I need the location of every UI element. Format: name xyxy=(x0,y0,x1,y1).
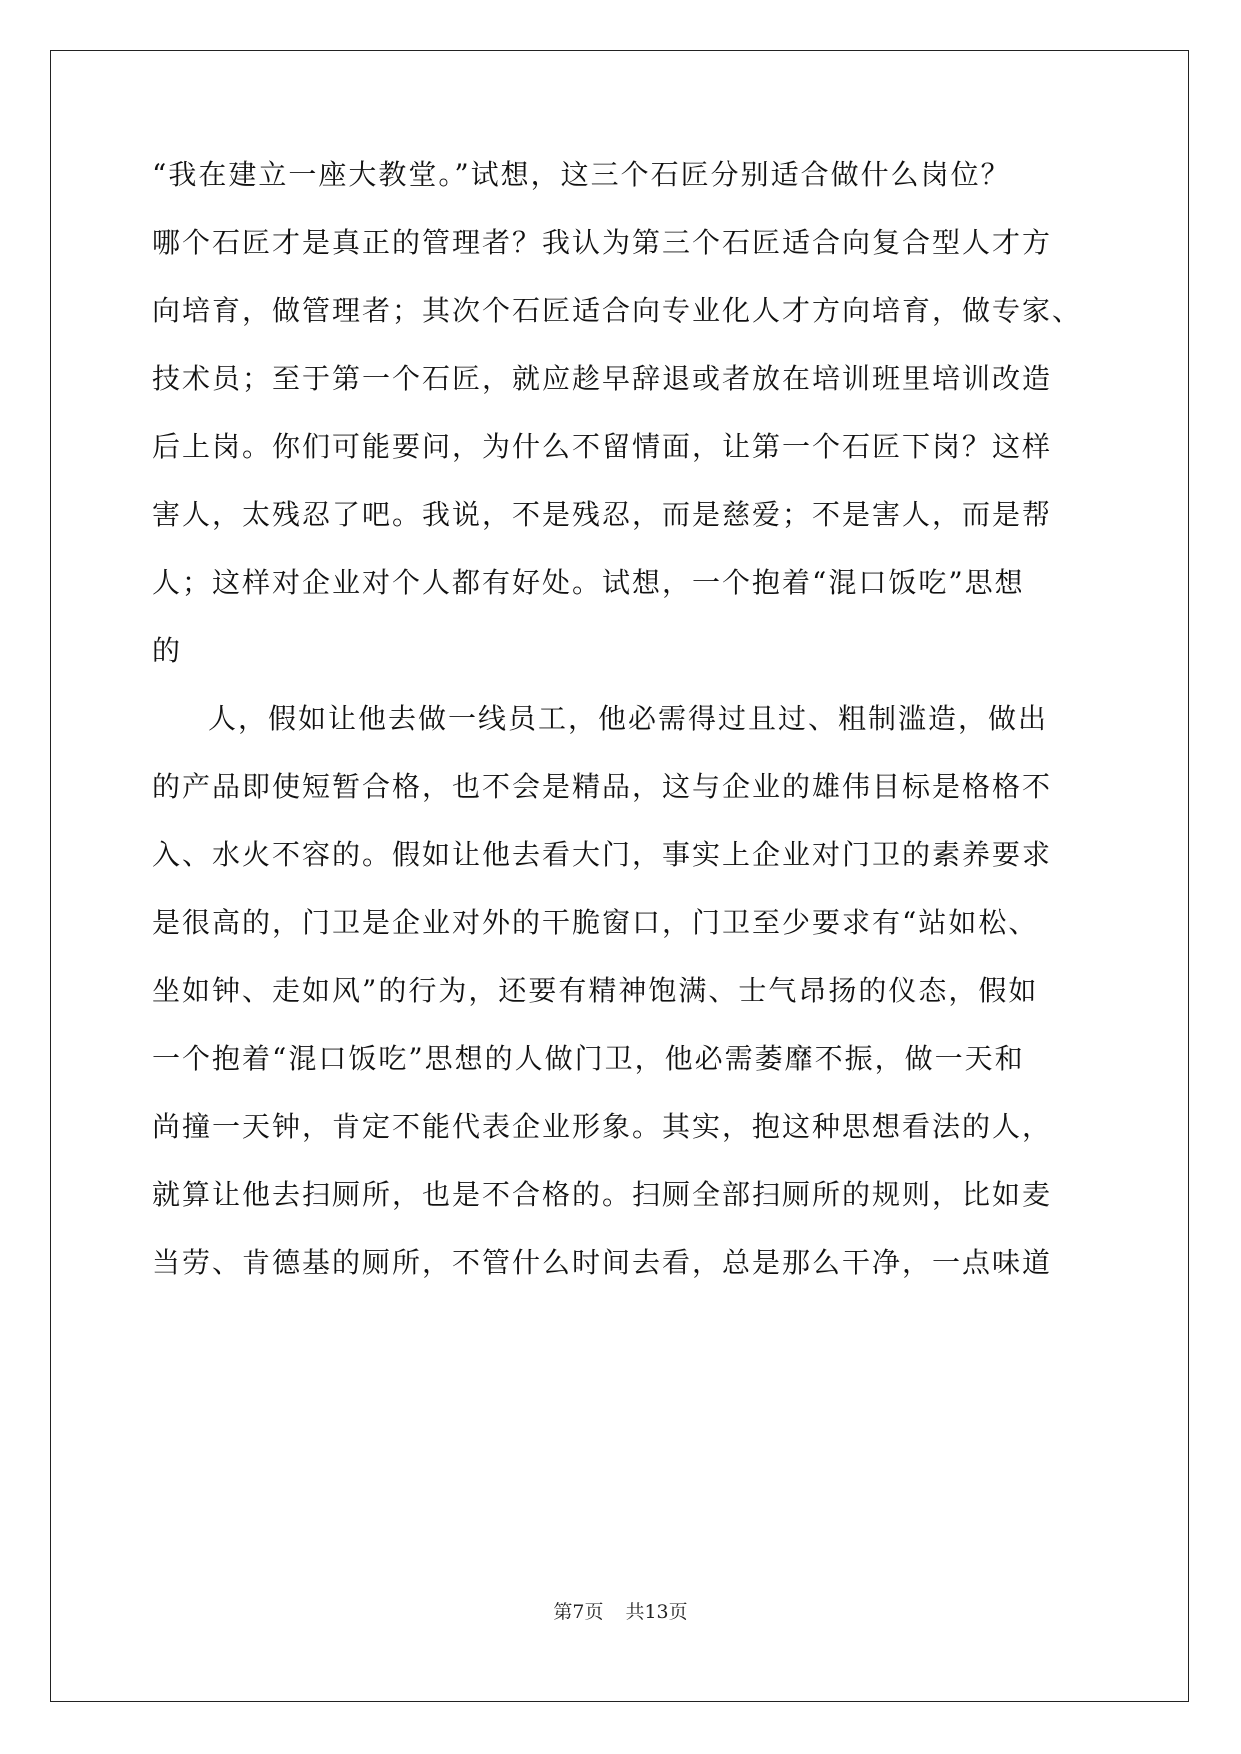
text-line: 当劳、肯德基的厕所，不管什么时间去看，总是那么干净，一点味道 xyxy=(152,1246,1053,1279)
page-number: 第7页 xyxy=(553,1601,604,1623)
document-body xyxy=(152,158,1092,1314)
text-line: 哪个石匠才是真正的管理者？我认为第三个石匠适合向复合型人才方 xyxy=(152,226,1053,259)
text-line: 一个抱着“混口饭吃”思想的人做门卫，他必需萎靡不振，做一天和 xyxy=(152,1042,1025,1075)
text-line: 是很高的，门卫是企业对外的干脆窗口，门卫至少要求有“站如松、 xyxy=(152,906,1039,939)
text-line: 人；这样对企业对个人都有好处。试想，一个抱着“混口饭吃”思想 xyxy=(152,566,1025,599)
text-line: 后上岗。你们可能要问，为什么不留情面，让第一个石匠下岗？这样 xyxy=(152,430,1053,463)
text-line: 坐如钟、走如风”的行为，还要有精神饱满、士气昂扬的仪态，假如 xyxy=(152,974,1039,1007)
text-line: 向培育，做管理者；其次个石匠适合向专业化人才方向培育，做专家、 xyxy=(152,294,1083,327)
paragraph-first-line: 人，假如让他去做一线员工，他必需得过且过、粗制滥造，做出 xyxy=(208,702,1049,735)
text-line: 尚撞一天钟，肯定不能代表企业形象。其实，抱这种思想看法的人， xyxy=(152,1110,1053,1143)
text-line: 入、水火不容的。假如让他去看大门，事实上企业对门卫的素养要求 xyxy=(152,838,1053,871)
text-line: “我在建立一座大教堂。”试想，这三个石匠分别适合做什么岗位？ xyxy=(152,158,1011,191)
page-total: 共13页 xyxy=(625,1601,688,1623)
text-line: 的产品即使短暂合格，也不会是精品，这与企业的雄伟目标是格格不 xyxy=(152,770,1053,803)
text-line: 害人，太残忍了吧。我说，不是残忍，而是慈爱；不是害人，而是帮 xyxy=(152,498,1053,531)
text-line: 技术员；至于第一个石匠，就应趁早辞退或者放在培训班里培训改造 xyxy=(152,362,1053,395)
page-footer xyxy=(0,1597,1241,1624)
text-line: 就算让他去扫厕所，也是不合格的。扫厕全部扫厕所的规则，比如麦 xyxy=(152,1178,1053,1211)
text-line: 的 xyxy=(152,634,183,667)
